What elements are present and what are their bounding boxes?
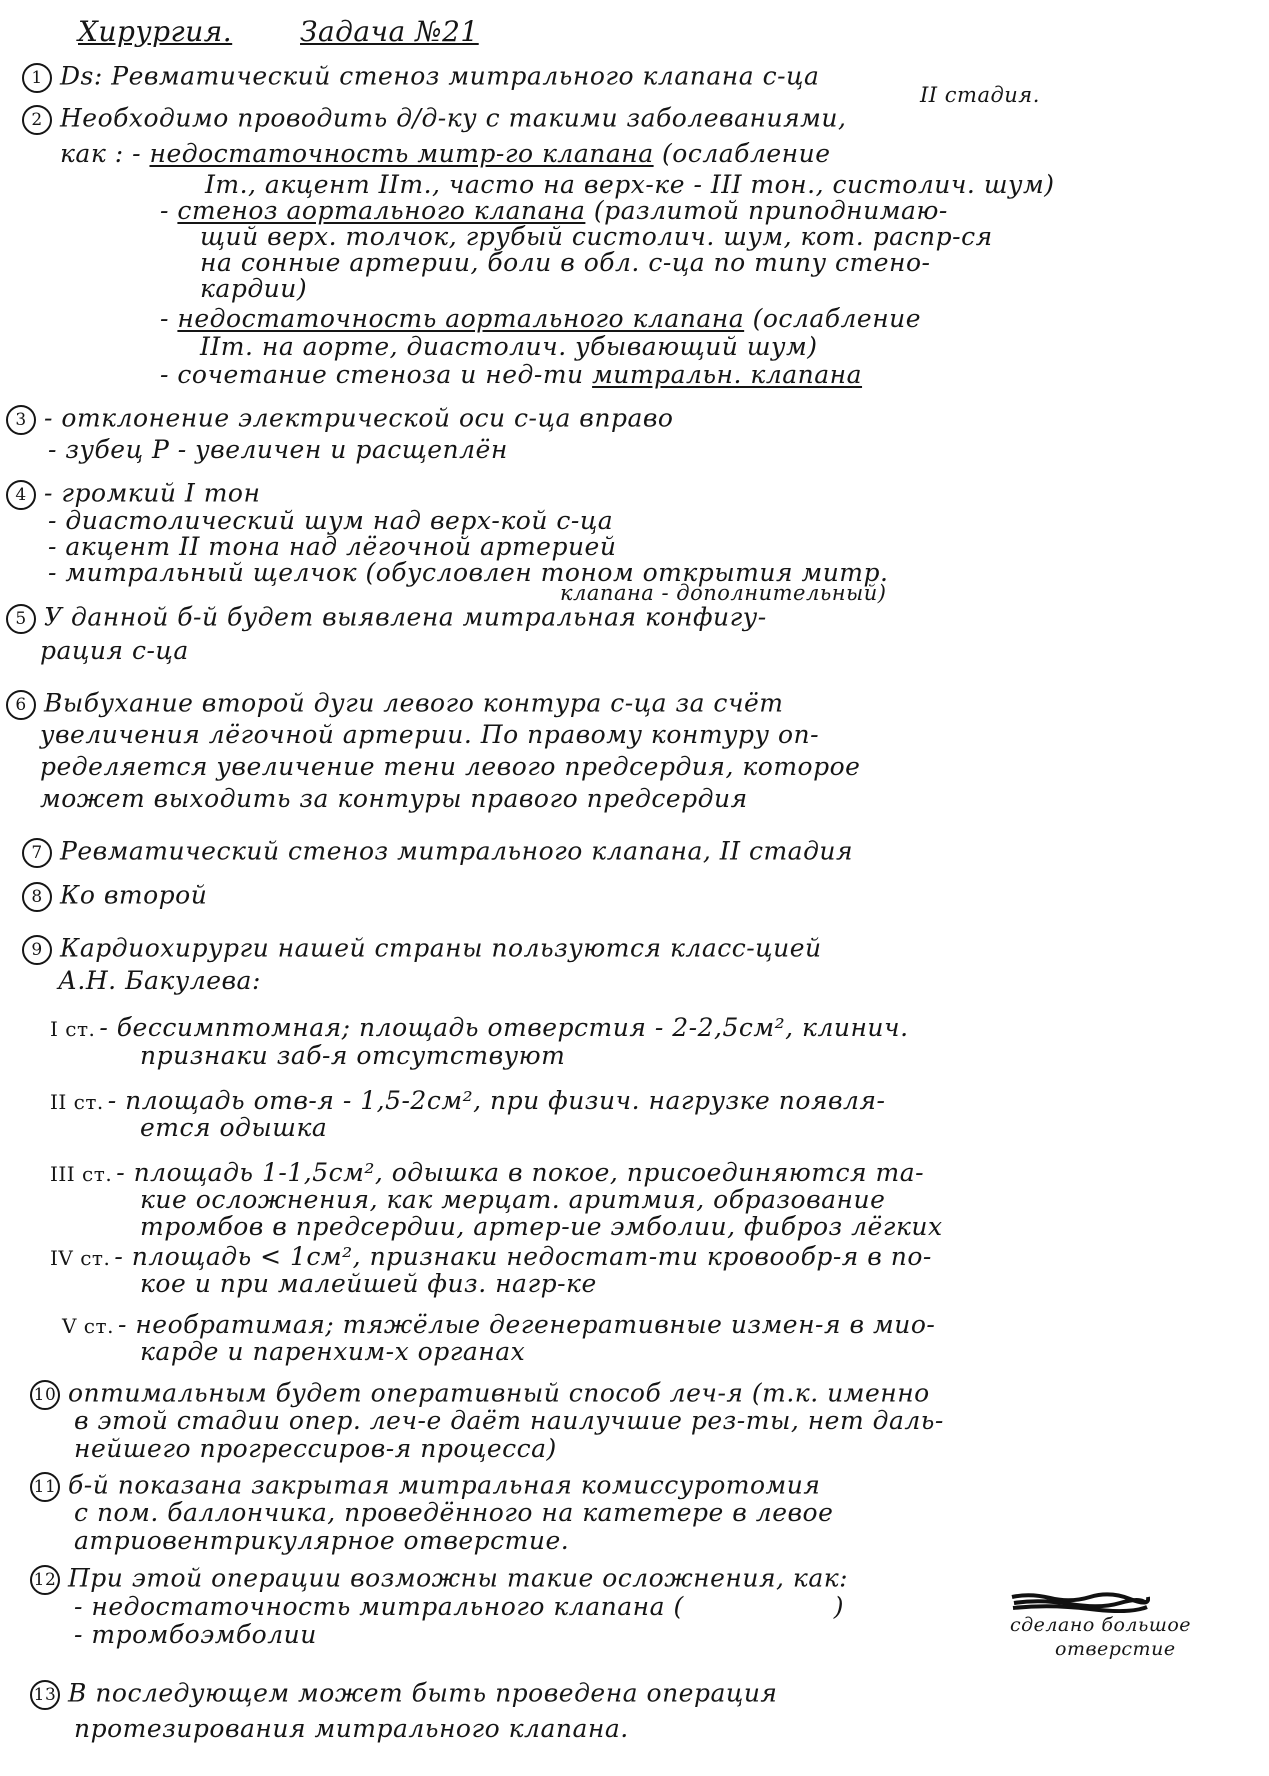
answer-5-number: 5: [6, 604, 36, 634]
answer-1-line-2: II стадия.: [920, 83, 1040, 107]
stage-3-line-2: кие осложнения, как мерцат. аритмия, образование: [140, 1185, 886, 1214]
answer-4-number: 4: [6, 480, 36, 510]
answer-12-note-2: отверстие: [1055, 1638, 1176, 1660]
answer-11-line-2: с пом. баллончика, проведённого на катетере в левое: [74, 1498, 834, 1527]
answer-11-number: 11: [30, 1472, 60, 1502]
answer-12-line-2: - недостаточность митрального клапана ( ): [74, 1592, 844, 1621]
answer-5-line-1: 5 У данной б-й будет выявлена митральная конфигу-: [6, 604, 767, 634]
answer-12-line-3: - тромбоэмболии: [74, 1620, 317, 1649]
answer-2-line-4: - стеноз аортального клапана (разлитой приподнимаю-: [160, 196, 948, 225]
answer-10-line-2: в этой стадии опер. леч-е даёт наилучшие рез-ты, нет даль-: [74, 1406, 944, 1435]
answer-1-line-1: 1 Ds: Ревматический стеноз митрального клапана с-ца: [22, 63, 819, 93]
stage-5-line-2: карде и паренхим-х органах: [140, 1337, 526, 1366]
answer-4-line-1: 4 - громкий I тон: [6, 480, 260, 510]
answer-6-number: 6: [6, 690, 36, 720]
answer-3-line-1: 3 - отклонение электрической оси с-ца вправо: [6, 405, 673, 435]
stage-4-label: IV ст.: [50, 1246, 111, 1270]
answer-9-number: 9: [22, 935, 52, 965]
answer-7-line-1: 7 Ревматический стеноз митрального клапана, II стадия: [22, 838, 853, 868]
answer-4-line-2: - диастолический шум над верх-кой с-ца: [48, 506, 614, 535]
answer-9-line-1: 9 Кардиохирурги нашей страны пользуются класс-цией: [22, 935, 822, 965]
stage-5-label: V ст.: [62, 1314, 114, 1338]
answer-4-line-3: - акцент II тона над лёгочной артерией: [48, 532, 617, 561]
answer-4-line-5: клапана - дополнительный): [560, 581, 887, 605]
stage-2-line-1: II ст. - площадь отв-я - 1,5-2см², при физич. нагрузке появля-: [50, 1086, 886, 1115]
answer-6-line-4: может выходить за контуры правого предсердия: [40, 784, 748, 813]
answer-2-line-3: Iт., акцент IIт., часто на верх-ке - III тон., систолич. шум): [205, 170, 1055, 199]
answer-2-line-6: на сонные артерии, боли в обл. с-ца по типу стено-: [200, 248, 931, 277]
answer-10-line-1: 10 оптимальным будет оперативный способ леч-я (т.к. именно: [30, 1380, 930, 1410]
answer-1-number: 1: [22, 63, 52, 93]
answer-3-number: 3: [6, 405, 36, 435]
stage-4-line-2: кое и при малейшей физ. нагр-ке: [140, 1269, 597, 1298]
answer-2-line-5: щий верх. толчок, грубый систолич. шум, кот. распр-ся: [200, 222, 993, 251]
stage-4-line-1: IV ст. - площадь < 1см², признаки недостат-ти кровообр-я в по-: [50, 1242, 932, 1271]
answer-13-number: 13: [30, 1680, 60, 1710]
answer-13-line-1: 13 В последующем может быть проведена операция: [30, 1680, 777, 1710]
answer-2-line-1: 2 Необходимо проводить д/д-ку с такими заболеваниями,: [22, 105, 846, 135]
stage-2-line-2: ется одышка: [140, 1113, 328, 1142]
answer-12-note-1: сделано большое: [1010, 1614, 1192, 1636]
answer-11-line-3: атриовентрикулярное отверстие.: [74, 1526, 570, 1555]
answer-3-line-2: - зубец P - увеличен и расщеплён: [48, 435, 508, 464]
subject-title: Хирургия.: [78, 15, 233, 48]
answer-10-number: 10: [30, 1380, 60, 1410]
answer-6-line-1: 6 Выбухание второй дуги левого контура с-ца за счёт: [6, 690, 784, 720]
stage-3-label: III ст.: [50, 1162, 113, 1186]
answer-6-line-3: ределяется увеличение тени левого предсердия, которое: [40, 752, 861, 781]
answer-8-number: 8: [22, 882, 52, 912]
answer-2-line-9: IIт. на аорте, диастолич. убывающий шум): [200, 332, 818, 361]
answer-2-line-8: - недостаточность аортального клапана (ослабление: [160, 304, 922, 333]
answer-10-line-3: нейшего прогрессиров-я процесса): [74, 1434, 557, 1463]
answer-8-line-1: 8 Ко второй: [22, 882, 207, 912]
answer-2-line-2: как : - недостаточность митр-го клапана (ослабление: [60, 139, 831, 168]
task-title: Задача №21: [300, 15, 479, 48]
answer-7-number: 7: [22, 838, 52, 868]
answer-5-line-2: рация с-ца: [40, 636, 189, 665]
stage-1-label: I ст.: [50, 1017, 96, 1041]
stage-2-label: II ст.: [50, 1090, 104, 1114]
answer-12-line-1: 12 При этой операции возможны такие осложнения, как:: [30, 1565, 848, 1595]
stage-1-line-2: признаки заб-я отсутствуют: [140, 1041, 566, 1070]
stage-3-line-3: тромбов в предсердии, артер-ие эмболии, фиброз лёгких: [140, 1212, 943, 1241]
answer-2-line-7: кардии): [200, 274, 308, 303]
answer-6-line-2: увеличения лёгочной артерии. По правому контуру оп-: [40, 720, 820, 749]
answer-2-line-10: - сочетание стеноза и нед-ти митральн. клапана: [160, 360, 863, 389]
stage-5-line-1: V ст. - необратимая; тяжёлые дегенеративные измен-я в мио-: [62, 1310, 936, 1339]
stage-3-line-1: III ст. - площадь 1-1,5см², одышка в покое, присоединяются та-: [50, 1158, 925, 1187]
answer-4-line-4: - митральный щелчок (обусловлен тоном открытия митр.: [48, 558, 889, 587]
answer-9-line-2: А.Н. Бакулева:: [58, 966, 261, 995]
stage-1-line-1: I ст. - бессимптомная; площадь отверстия - 2-2,5см², клинич.: [50, 1013, 909, 1042]
crossed-out-text: [1010, 1591, 1150, 1613]
answer-2-number: 2: [22, 105, 52, 135]
answer-12-number: 12: [30, 1565, 60, 1595]
answer-13-line-2: протезирования митрального клапана.: [74, 1714, 629, 1743]
answer-11-line-1: 11 б-й показана закрытая митральная комиссуротомия: [30, 1472, 820, 1502]
